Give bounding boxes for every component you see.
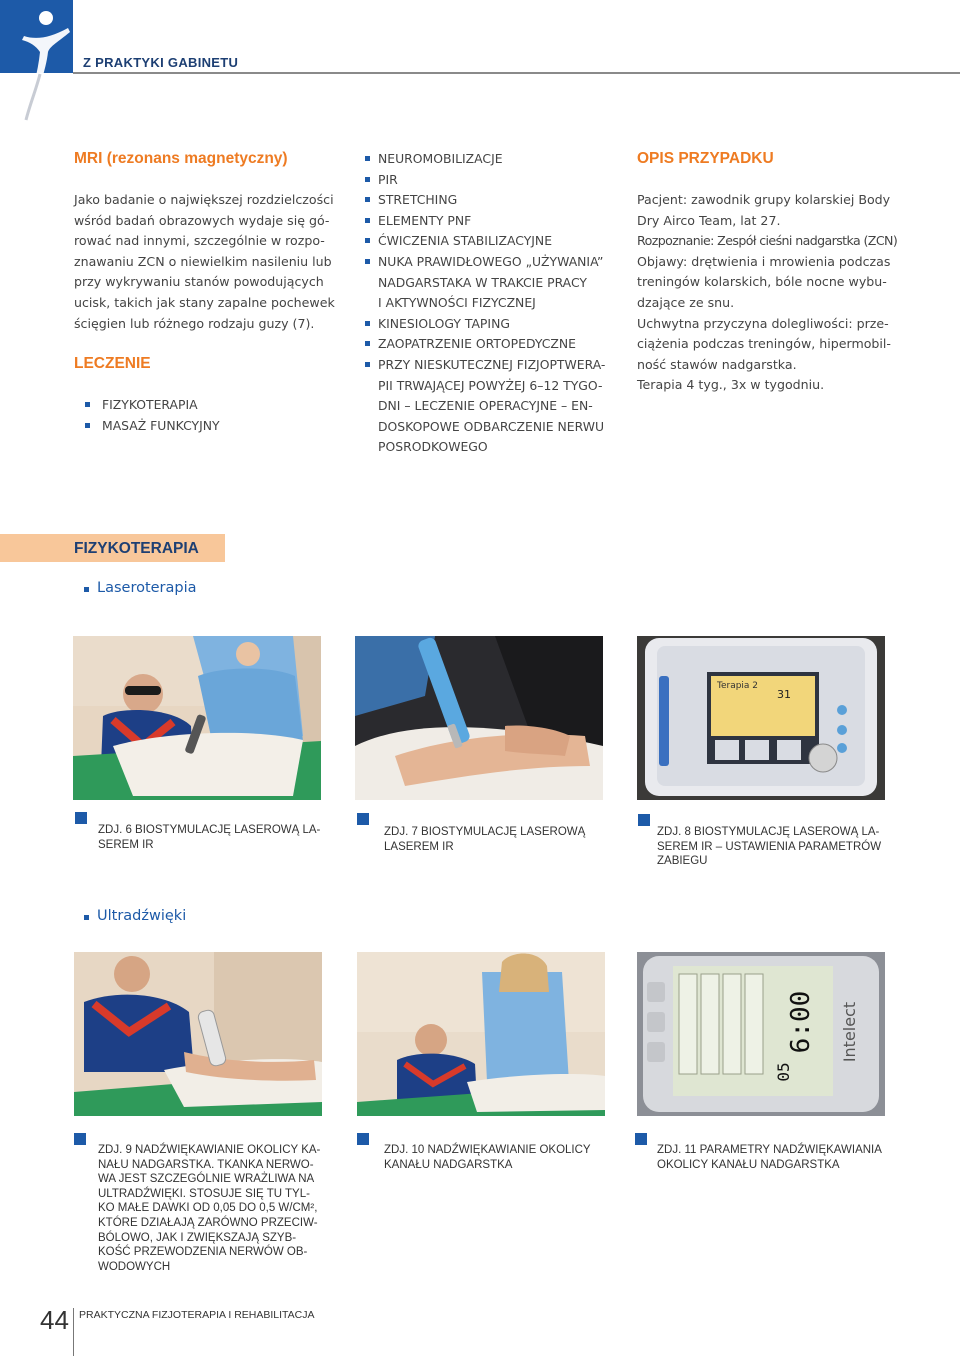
caption-10 — [384, 1143, 591, 1172]
list-item — [365, 334, 615, 355]
list-item-line: POSRODKOWEGO — [378, 439, 488, 455]
list-item: FIZYKOTERAPIA — [84, 395, 220, 416]
list-item — [365, 149, 615, 170]
caption-line: LASEREM IR — [384, 840, 454, 853]
leczenie-list — [84, 395, 220, 436]
caption-8 — [657, 825, 881, 869]
caption-line: ZDJ. 9 NADŹWIĘKAWIANIE OKOLICY KA- — [98, 1144, 321, 1156]
device-screen-value: 31 — [777, 688, 791, 701]
text-line: znawaniu ZCN o niewielkim nasileniu lub — [74, 253, 332, 269]
photo-ultrasound-wrist — [74, 952, 322, 1116]
list-item-line: PII TRWAJĄCEJ POWYŻEJ 6–12 TYGO- — [378, 377, 603, 393]
text-line: dzające ze snu. — [637, 294, 735, 310]
caption-line: ZDJ. 11 PARAMETRY NADŹWIĘKAWIANIA — [657, 1144, 882, 1156]
list-item-line: DOSKOPOWE ODBARCZENIE NERWU — [378, 418, 605, 434]
list-item-line: PIR — [378, 171, 398, 187]
list-item-line: ĆWICZENIA STABILIZACYJNE — [378, 233, 553, 249]
text-line: Pacjent: zawodnik grupy kolarskiej Body — [637, 192, 891, 207]
header-rule — [73, 72, 960, 74]
caption-line: BÓLOWO, JAK I ZWIĘKSZAJĄ SZYB- — [98, 1231, 297, 1244]
list-item-line: NEUROMOBILIZACJE — [378, 151, 503, 166]
list-item-line: STRETCHING — [378, 192, 458, 208]
caption-line: ZDJ. 10 NADŹWIĘKAWIANIE OKOLICY — [384, 1144, 591, 1156]
caption-11 — [657, 1143, 882, 1172]
mri-heading: MRI (rezonans magnetyczny) — [74, 150, 288, 167]
bullet-icon — [84, 587, 89, 592]
text-line: ścięgien lub różnego rodzaju guzy (7). — [74, 315, 315, 331]
photo-ultrasound-device — [637, 952, 885, 1116]
photo-laser-pen-closeup — [355, 636, 603, 800]
caption-marker-icon — [357, 1133, 369, 1145]
caption-line: SEREM IR – USTAWIENIA PARAMETRÓW — [657, 840, 882, 853]
text-line: treningów kolarskich, bóle nocne wybu- — [637, 274, 887, 290]
list-item: MASAŻ FUNKCYJNY — [84, 416, 220, 437]
caption-line: WA JEST SZCZEGÓLNIE WRAŻLIWA NA — [98, 1173, 315, 1186]
device-brand: Intelect — [840, 1001, 859, 1063]
list-item — [365, 211, 615, 232]
case-paragraph — [637, 190, 927, 396]
caption-line: ULTRADŹWIĘKI. STOSUJE SIĘ TU TYL- — [98, 1187, 310, 1200]
text-line: ucisk, takich jak stany zapalne pochewek — [74, 294, 335, 310]
ultradzwieki-label: Ultradźwięki — [97, 908, 187, 924]
text-line: ciążenia podczas treningów, hipermobil- — [637, 336, 891, 352]
treatment-list — [365, 149, 615, 458]
caption-line: KOŚĆ PRZEWODZENIA NERWÓW OB- — [98, 1246, 308, 1259]
photo-laser-device — [637, 636, 885, 800]
fizykoterapia-heading: FIZYKOTERAPIA — [74, 540, 199, 557]
text-line: rować nad innymi, szczególnie w rozpo- — [74, 233, 325, 249]
list-item-line: ELEMENTY PNF — [378, 212, 472, 228]
text-line: wśród badań obrazowych wydaje się gó- — [74, 212, 330, 228]
text-line: Dry Airco Team, lat 27. — [637, 212, 781, 228]
list-item — [365, 231, 615, 252]
caption-line: ZABIEGU — [657, 855, 708, 868]
caption-line: NAŁU NADGARSTKA. TKANKA NERWO- — [98, 1158, 314, 1171]
caption-marker-icon — [357, 813, 369, 825]
photo-laser-therapy-patient — [73, 636, 321, 800]
caption-line: ZDJ. 7 BIOSTYMULACJĘ LASEROWĄ — [384, 826, 586, 838]
photo-ultrasound-session — [357, 952, 605, 1116]
list-item-line: KINESIOLOGY TAPING — [378, 315, 510, 331]
case-heading: OPIS PRZYPADKU — [637, 150, 774, 167]
list-item-line: PRZY NIESKUTECZNEJ FIZJOPTWERA- — [378, 356, 606, 372]
caption-marker-icon — [638, 814, 650, 826]
text-line: Rozpoznanie: Zespół cieśni nadgarstka (ZCN) — [637, 233, 898, 249]
bullet-icon — [84, 915, 89, 920]
caption-line: SEREM IR — [98, 838, 154, 851]
ultrasound-time-readout: 6:00 — [786, 990, 816, 1054]
caption-line: WODOWYCH — [98, 1260, 171, 1273]
caption-marker-icon — [635, 1133, 647, 1145]
laseroterapia-label: Laseroterapia — [97, 580, 197, 596]
list-item — [365, 190, 615, 211]
caption-marker-icon — [74, 1133, 86, 1145]
caption-7 — [384, 825, 585, 854]
list-item — [365, 170, 615, 191]
caption-line: KO MAŁE DAWKI OD 0,05 DO 0,5 W/CM², — [98, 1202, 318, 1215]
caption-line: OKOLICY KANAŁU NADGARSTKA — [657, 1158, 840, 1171]
text-line: Terapia 4 tyg., 3x w tygodniu. — [637, 377, 825, 393]
text-line: ność stawów nadgarstka. — [637, 356, 797, 372]
human-figure-logo-icon — [18, 0, 78, 122]
text-line: Jako badanie o największej rozdzielczości — [74, 192, 334, 207]
list-item — [365, 252, 615, 314]
footer-divider — [73, 1308, 74, 1356]
section-label: Z PRAKTYKI GABINETU — [83, 55, 239, 70]
list-item — [365, 314, 615, 335]
caption-line: ZDJ. 6 BIOSTYMULACJĘ LASEROWĄ LA- — [98, 824, 321, 836]
device-screen-title: Terapia 2 — [717, 681, 759, 691]
text-line: przy wykrywaniu stanów powodujących — [74, 274, 324, 290]
mri-paragraph — [74, 190, 344, 334]
list-item-line: DNI – LECZENIE OPERACYJNE – EN- — [378, 398, 593, 414]
list-item-line: NUKA PRAWIDŁOWEGO „UŻYWANIA” — [378, 253, 604, 269]
caption-marker-icon — [75, 812, 87, 824]
text-line: Uchwytna przyczyna dolegliwości: prze- — [637, 315, 889, 331]
list-item-line: I AKTYWNOŚCI FIZYCZNEJ — [378, 295, 536, 311]
caption-line: KTÓRE DZIAŁAJĄ ZARÓWNO PRZECIW- — [98, 1216, 318, 1229]
journal-title: PRAKTYCZNA FIZJOTERAPIA I REHABILITACJA — [79, 1309, 315, 1321]
list-item-line: NADGARSTAKA W TRAKCIE PRACY — [378, 274, 587, 290]
text-line: Objawy: drętwienia i mrowienia podczas — [637, 253, 891, 269]
list-item-line: ZAOPATRZENIE ORTOPEDYCZNE — [378, 336, 576, 352]
list-item — [365, 355, 615, 458]
leczenie-heading: LECZENIE — [74, 355, 151, 372]
page-number: 44 — [40, 1305, 69, 1335]
caption-9 — [98, 1143, 320, 1274]
caption-6 — [98, 823, 320, 852]
caption-line: ZDJ. 8 BIOSTYMULACJĘ LASEROWĄ LA- — [657, 826, 880, 838]
caption-line: KANAŁU NADGARSTKA — [384, 1158, 513, 1171]
ultrasound-small-readout: 05 — [774, 1062, 793, 1082]
